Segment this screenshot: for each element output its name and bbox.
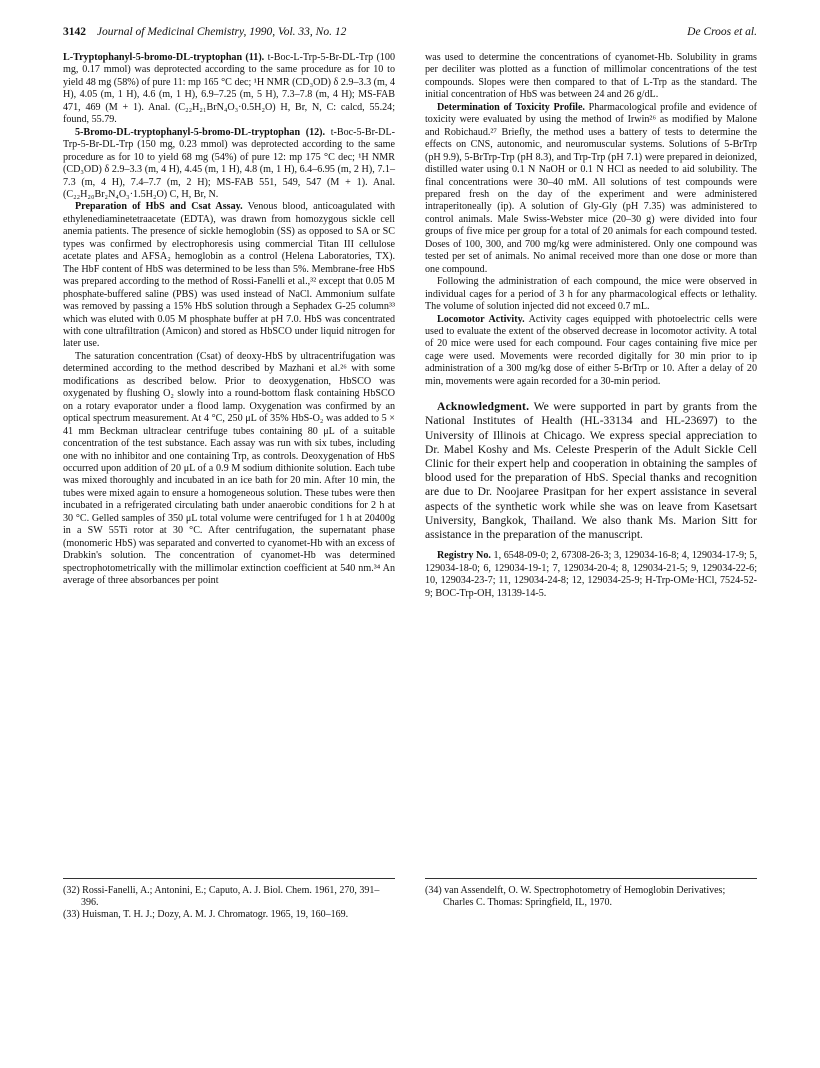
compound-11-heading: L-Tryptophanyl-5-bromo-DL-tryptophan (11). <box>63 52 265 63</box>
left-column <box>63 52 395 587</box>
acknowledgment-paragraph <box>425 400 757 542</box>
footnotes-right <box>425 878 757 909</box>
compound-11-body: t-Boc-L-Trp-5-Br-DL-Trp (100 mg, 0.17 mmol) was deprotected according to the same procedure as for 10 to yield 48 mg (58%) of pure 11: mp 165 °C dec; ¹H NMR (CD₃OD) δ 2.9–3.3 (m, 4 H), 4.05 (m, 1 H), 4.6 (m, 1 H), 6.9–7.25 (m, 5 H), 7.3–7.8 (m, 4 H); MS-FAB 471, 469 (M + 1). Anal. (C₂₂H₂₁BrN₄O₃·0.5H₂O) H, Br, N, C: calcd, 55.24; found, 55.79. <box>63 52 395 126</box>
toxicity-heading: Determination of Toxicity Profile. <box>437 101 585 113</box>
toxicity-body: Pharmacological profile and evidence of toxicity were evaluated by using the method of Irwin²⁶ as modified by Malone and Robichaud.²⁷ Briefly, the method uses a battery of tests to determine the effects on CNS, autonomic, and neuromuscular systems. Solutions of 5-BrTrp (pH 9.9), 5-BrTrp-Trp (pH 8.3), and Trp-Trp (pH 7.1) were prepared in deionized, distilled water using 0.1 N NaOH or 0.1 N HCl as needed to aid solubility. The final concentrations were 30–40 mM. All solutions of test compounds were prepared fresh on the day of the experiment and were administered intraperitoneally (ip). A solution of Gly-Gly (pH 7.35) was administered to control animals. Male Swiss-Webster mice (20–30 g) were divided into four groups of five mice per group for a total of 20 animals for each compound tested. Doses of 100, 300, and 700 mg/kg were administered. Only one compound was tested per set of animals. No animal received more than one dose or more than one compound. <box>425 101 757 275</box>
footnote-32: (32) Rossi-Fanelli, A.; Antonini, E.; Caputo, A. J. Biol. Chem. 1961, 270, 391–396. <box>63 885 380 908</box>
footnote-34: (34) van Assendelft, O. W. Spectrophotometry of Hemoglobin Derivatives; Charles C. Thomas: Springfield, IL, 1970. <box>425 885 726 908</box>
acknowledgment-body: We were supported in part by grants from the National Institutes of Health (HL-33134 and HL-23697) to the University of Illinois at Chicago. We express special appreciation to Dr. Mabel Koshy and Ms. Celeste Presperin of the Adult Sickle Cell Clinic for their expert help and cooperation in obtaining the samples of blood used for the preparation of HbS. Special thanks and recognition are due to Dr. Noojaree Prasitpan for her expert assistance in several aspects of the synthetic work while she was on leave from Kasetsart University, Bangkok, Thailand. We also thank Ms. Marion Sitt for assistance in the preparation of the manuscript. <box>425 400 757 542</box>
csat-method-paragraph: The saturation concentration (Csat) of deoxy-HbS by ultracentrifugation was determined according to the method described by Mazhani et al.²⁶ with some modifications as described below. Prior to deoxygenation, HbSCO was oxygenated by flushing O₂ slowly into a round-bottom flask containing HbSCO on a rotary evaporator under a flood lamp. Oxygenation was confirmed by an optical spectrum measurement. At 4 °C, 250 μL of 35% HbS-O₂ was added to 5 × 41 mm Beckman ultraclear centrifuge tubes containing 80 μL of a suitable concentration of the test substance. Each assay was run with six tubes, including one with no inhibitor and one containing Trp, as controls. Deoxygenation of HbS occurred upon addition of 20 μL of a 0.9 M sodium dithionite solution. Each tube was mixed thoroughly and incubated in an ice bath for 20 min. After 10 min, the tubes were mixed again to ensure a homogeneous solution. These tubes were then incubated in a refrigerated circulating bath under anaerobic conditions for 2 h at 30 °C. Gelled samples of 350 μL total volume were centrifuged for 1 h at 20400g in a SW 55Ti rotor at 30 °C. After centrifugation, the supernatant phase (monomeric HbS) was separated and converted to cyanomet-Hb with an excess of Drabkin's solution. The concentration of cyanomet-Hb was determined spectrophotometrically with the millimolar extinction coefficient at 540 nm.³⁴ An average of three absorbances per point <box>63 350 395 587</box>
registry-paragraph <box>425 550 757 600</box>
hbs-preparation-body: Venous blood, anticoagulated with ethylenediaminetetraacetate (EDTA), was drawn from homozygous sickle cell anemia patients. The presence of sickle hemoglobin (SS) as opposed to SA or SC types was confirmed by electrophoresis using commercial Titan III cellulose acetate plates and AFSA₂ hemoglobin as a control (Helena Laboratories, TX). The HbF content of HbS was determined to be less than 5%. Membrane-free HbS was prepared according to the method of Rossi-Fanelli et al.,³² except that 0.05 M phosphate-buffered saline (PBS) was used instead of NaCl. Ammonium sulfate was removed by passing a 15% HbS solution through a Sephadex G-25 column³³ which was eluted with 0.05 M phosphate buffer at pH 7.0. HbS was concentrated with cone ultrafiltration (Amicon) and stored as HbSCO under liquid nitrogen for later use. <box>63 201 396 350</box>
hbs-preparation-paragraph <box>63 201 395 350</box>
solubility-paragraph: was used to determine the concentrations of cyanomet-Hb. Solubility in grams per deciliter was plotted as a function of millimolar concentrations of the test compounds. Slopes were then compared to that of L-Trp as the standard. The initial concentration of HbS was between 24 and 26 g/dL. <box>425 52 757 101</box>
right-column <box>425 52 757 600</box>
hbs-preparation-heading: Preparation of HbS and Csat Assay. <box>75 201 243 213</box>
page-header <box>63 26 757 42</box>
running-author: De Croos et al. <box>687 26 757 38</box>
compound-12-body: t-Boc-5-Br-DL-Trp-5-Br-DL-Trp (150 mg, 0.23 mmol) was deprotected according to the same procedure as for 10 to yield 68 mg (54%) of pure 12: mp 175 °C dec; ¹H NMR (CD₃OD) δ 2.9–3.3 (m, 4 H), 4.45 (m, 1 H), 4.8 (m, 1 H), 6.4–6.95 (m, 2 H), 7.1–7.3 (m, 4 H), 7.4–7.7 (m, 2 H); MS-FAB 551, 549, 547 (M + 1). Anal. (C₂₂H₂₀Br₂N₄O₃·1.5H₂O) C, H, Br, N. <box>63 126 395 200</box>
registry-heading: Registry No. <box>437 550 491 562</box>
locomotor-body: Activity cages equipped with photoelectric cells were used to evaluate the extent of the observed decrease in locomotor activity. A total of 20 mice were used for each compound. Four cages containing five mice per cage were used. Movements were recorded digitally for 30 min prior to ip administration of a 300 mg/kg dose of either 5-BrTrp or 10. After a delay of 20 min, movements were again recorded for a 30-min period. <box>425 313 758 387</box>
footnotes-left <box>63 878 395 921</box>
compound-12-paragraph <box>63 127 395 202</box>
locomotor-paragraph <box>425 314 757 389</box>
footnote-33: (33) Huisman, T. H. J.; Dozy, A. M. J. Chromatogr. 1965, 19, 160–169. <box>63 909 349 920</box>
observation-paragraph: Following the administration of each compound, the mice were observed in individual cages for a period of 3 h for any pharmacological effects or lethality. The volume of solution injected did not exceed 0.7 mL. <box>425 276 757 313</box>
acknowledgment-heading: Acknowledgment. <box>437 400 530 414</box>
toxicity-paragraph <box>425 102 757 276</box>
locomotor-heading: Locomotor Activity. <box>437 313 525 325</box>
registry-body: 1, 6548-09-0; 2, 67308-26-3; 3, 129034-16-8; 4, 129034-17-9; 5, 129034-18-0; 6, 129034-19-1; 7, 129034-20-4; 8, 129034-21-5; 9, 129034-22-6; 10, 129034-23-7; 11, 129034-24-8; 12, 129034-25-9; H-Trp-OMe·HCl, 7524-52-9; BOC-Trp-OH, 13139-14-5. <box>425 550 757 599</box>
journal-citation: Journal of Medicinal Chemistry, 1990, Vol. 33, No. 12 <box>96 26 347 38</box>
compound-12-heading: 5-Bromo-DL-tryptophanyl-5-bromo-DL-tryptophan (12). <box>75 126 326 138</box>
header-left <box>63 26 346 38</box>
compound-11-paragraph <box>63 52 395 127</box>
page-number: 3142 <box>63 26 86 38</box>
